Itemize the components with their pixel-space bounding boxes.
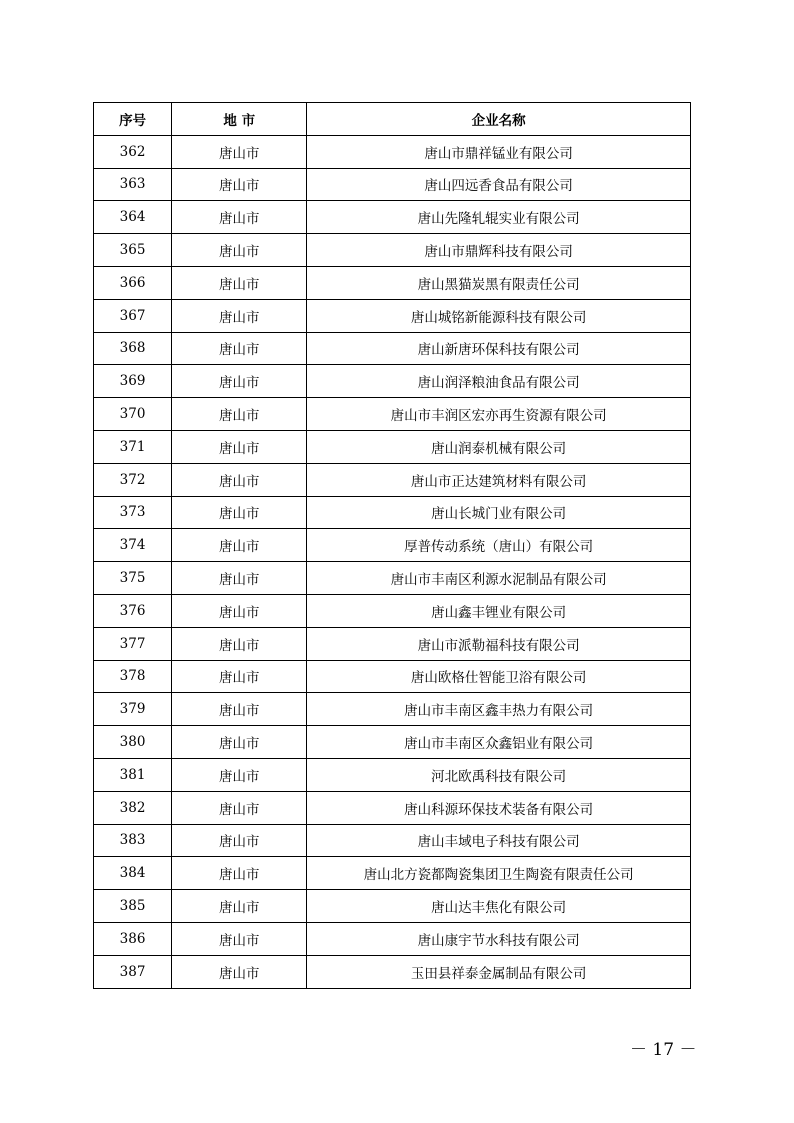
table-row — [94, 266, 691, 299]
city-cell: 唐山市 — [172, 955, 307, 988]
city-cell: 唐山市 — [172, 430, 307, 463]
company-cell: 唐山康宇节水科技有限公司 — [307, 922, 691, 955]
company-cell: 唐山四远香食品有限公司 — [307, 168, 691, 201]
table-row — [94, 955, 691, 988]
city-cell: 唐山市 — [172, 627, 307, 660]
company-cell: 唐山北方瓷都陶瓷集团卫生陶瓷有限责任公司 — [307, 857, 691, 890]
city-cell: 唐山市 — [172, 496, 307, 529]
table-row — [94, 562, 691, 595]
city-cell: 唐山市 — [172, 332, 307, 365]
city-cell: 唐山市 — [172, 365, 307, 398]
table-row — [94, 693, 691, 726]
city-cell: 唐山市 — [172, 890, 307, 923]
serial-cell: 366 — [94, 266, 172, 299]
company-cell: 厚普传动系统（唐山）有限公司 — [307, 529, 691, 562]
serial-cell: 364 — [94, 201, 172, 234]
serial-cell: 383 — [94, 824, 172, 857]
city-cell: 唐山市 — [172, 660, 307, 693]
company-cell: 唐山市丰南区利源水泥制品有限公司 — [307, 562, 691, 595]
company-cell: 唐山市鼎辉科技有限公司 — [307, 234, 691, 267]
city-cell: 唐山市 — [172, 922, 307, 955]
serial-cell: 378 — [94, 660, 172, 693]
table-row — [94, 824, 691, 857]
table-row — [94, 496, 691, 529]
city-cell: 唐山市 — [172, 168, 307, 201]
city-cell: 唐山市 — [172, 135, 307, 168]
table-header-row — [94, 103, 691, 136]
company-cell: 唐山市丰南区众鑫铝业有限公司 — [307, 726, 691, 759]
serial-cell: 385 — [94, 890, 172, 923]
serial-cell: 369 — [94, 365, 172, 398]
serial-cell: 384 — [94, 857, 172, 890]
city-cell: 唐山市 — [172, 299, 307, 332]
company-cell: 唐山市丰润区宏亦再生资源有限公司 — [307, 398, 691, 431]
table-row — [94, 463, 691, 496]
table-row — [94, 135, 691, 168]
serial-cell: 382 — [94, 791, 172, 824]
city-cell: 唐山市 — [172, 791, 307, 824]
city-cell: 唐山市 — [172, 562, 307, 595]
company-cell: 唐山市正达建筑材料有限公司 — [307, 463, 691, 496]
serial-cell: 387 — [94, 955, 172, 988]
serial-cell: 367 — [94, 299, 172, 332]
table-body — [94, 135, 691, 988]
city-cell: 唐山市 — [172, 594, 307, 627]
serial-cell: 370 — [94, 398, 172, 431]
company-cell: 唐山丰域电子科技有限公司 — [307, 824, 691, 857]
company-cell: 唐山鑫丰锂业有限公司 — [307, 594, 691, 627]
city-cell: 唐山市 — [172, 693, 307, 726]
table-row — [94, 529, 691, 562]
company-cell: 唐山市丰南区鑫丰热力有限公司 — [307, 693, 691, 726]
city-cell: 唐山市 — [172, 758, 307, 791]
company-cell: 唐山科源环保技术装备有限公司 — [307, 791, 691, 824]
table-row — [94, 299, 691, 332]
header-city: 地 市 — [172, 103, 307, 136]
serial-cell: 381 — [94, 758, 172, 791]
serial-cell: 365 — [94, 234, 172, 267]
company-cell: 唐山城铭新能源科技有限公司 — [307, 299, 691, 332]
serial-cell: 368 — [94, 332, 172, 365]
serial-cell: 371 — [94, 430, 172, 463]
serial-cell: 374 — [94, 529, 172, 562]
table-row — [94, 332, 691, 365]
company-cell: 唐山润泰机械有限公司 — [307, 430, 691, 463]
company-cell: 玉田县祥泰金属制品有限公司 — [307, 955, 691, 988]
serial-cell: 373 — [94, 496, 172, 529]
company-cell: 唐山长城门业有限公司 — [307, 496, 691, 529]
serial-cell: 377 — [94, 627, 172, 660]
serial-cell: 362 — [94, 135, 172, 168]
company-cell: 唐山市鼎祥锰业有限公司 — [307, 135, 691, 168]
serial-cell: 375 — [94, 562, 172, 595]
table-row — [94, 857, 691, 890]
page-number: － 17 － — [630, 1040, 697, 1060]
table-row — [94, 627, 691, 660]
table-row — [94, 398, 691, 431]
company-cell: 唐山黑猫炭黑有限责任公司 — [307, 266, 691, 299]
company-cell: 唐山先隆轧辊实业有限公司 — [307, 201, 691, 234]
table-row — [94, 594, 691, 627]
table-row — [94, 791, 691, 824]
header-serial: 序号 — [94, 103, 172, 136]
city-cell: 唐山市 — [172, 529, 307, 562]
city-cell: 唐山市 — [172, 857, 307, 890]
table-row — [94, 234, 691, 267]
table-row — [94, 365, 691, 398]
table-row — [94, 922, 691, 955]
city-cell: 唐山市 — [172, 266, 307, 299]
city-cell: 唐山市 — [172, 726, 307, 759]
company-cell: 唐山市派勒福科技有限公司 — [307, 627, 691, 660]
table-row — [94, 660, 691, 693]
company-cell: 唐山欧格仕智能卫浴有限公司 — [307, 660, 691, 693]
header-company: 企业名称 — [307, 103, 691, 136]
enterprise-table — [93, 102, 691, 989]
table-row — [94, 430, 691, 463]
serial-cell: 363 — [94, 168, 172, 201]
serial-cell: 376 — [94, 594, 172, 627]
serial-cell: 386 — [94, 922, 172, 955]
city-cell: 唐山市 — [172, 201, 307, 234]
company-cell: 唐山达丰焦化有限公司 — [307, 890, 691, 923]
table-row — [94, 890, 691, 923]
company-cell: 唐山润泽粮油食品有限公司 — [307, 365, 691, 398]
city-cell: 唐山市 — [172, 398, 307, 431]
table-row — [94, 168, 691, 201]
table-row — [94, 201, 691, 234]
company-cell: 河北欧禹科技有限公司 — [307, 758, 691, 791]
serial-cell: 380 — [94, 726, 172, 759]
city-cell: 唐山市 — [172, 234, 307, 267]
table-row — [94, 726, 691, 759]
serial-cell: 372 — [94, 463, 172, 496]
serial-cell: 379 — [94, 693, 172, 726]
city-cell: 唐山市 — [172, 463, 307, 496]
table-row — [94, 758, 691, 791]
city-cell: 唐山市 — [172, 824, 307, 857]
company-cell: 唐山新唐环保科技有限公司 — [307, 332, 691, 365]
